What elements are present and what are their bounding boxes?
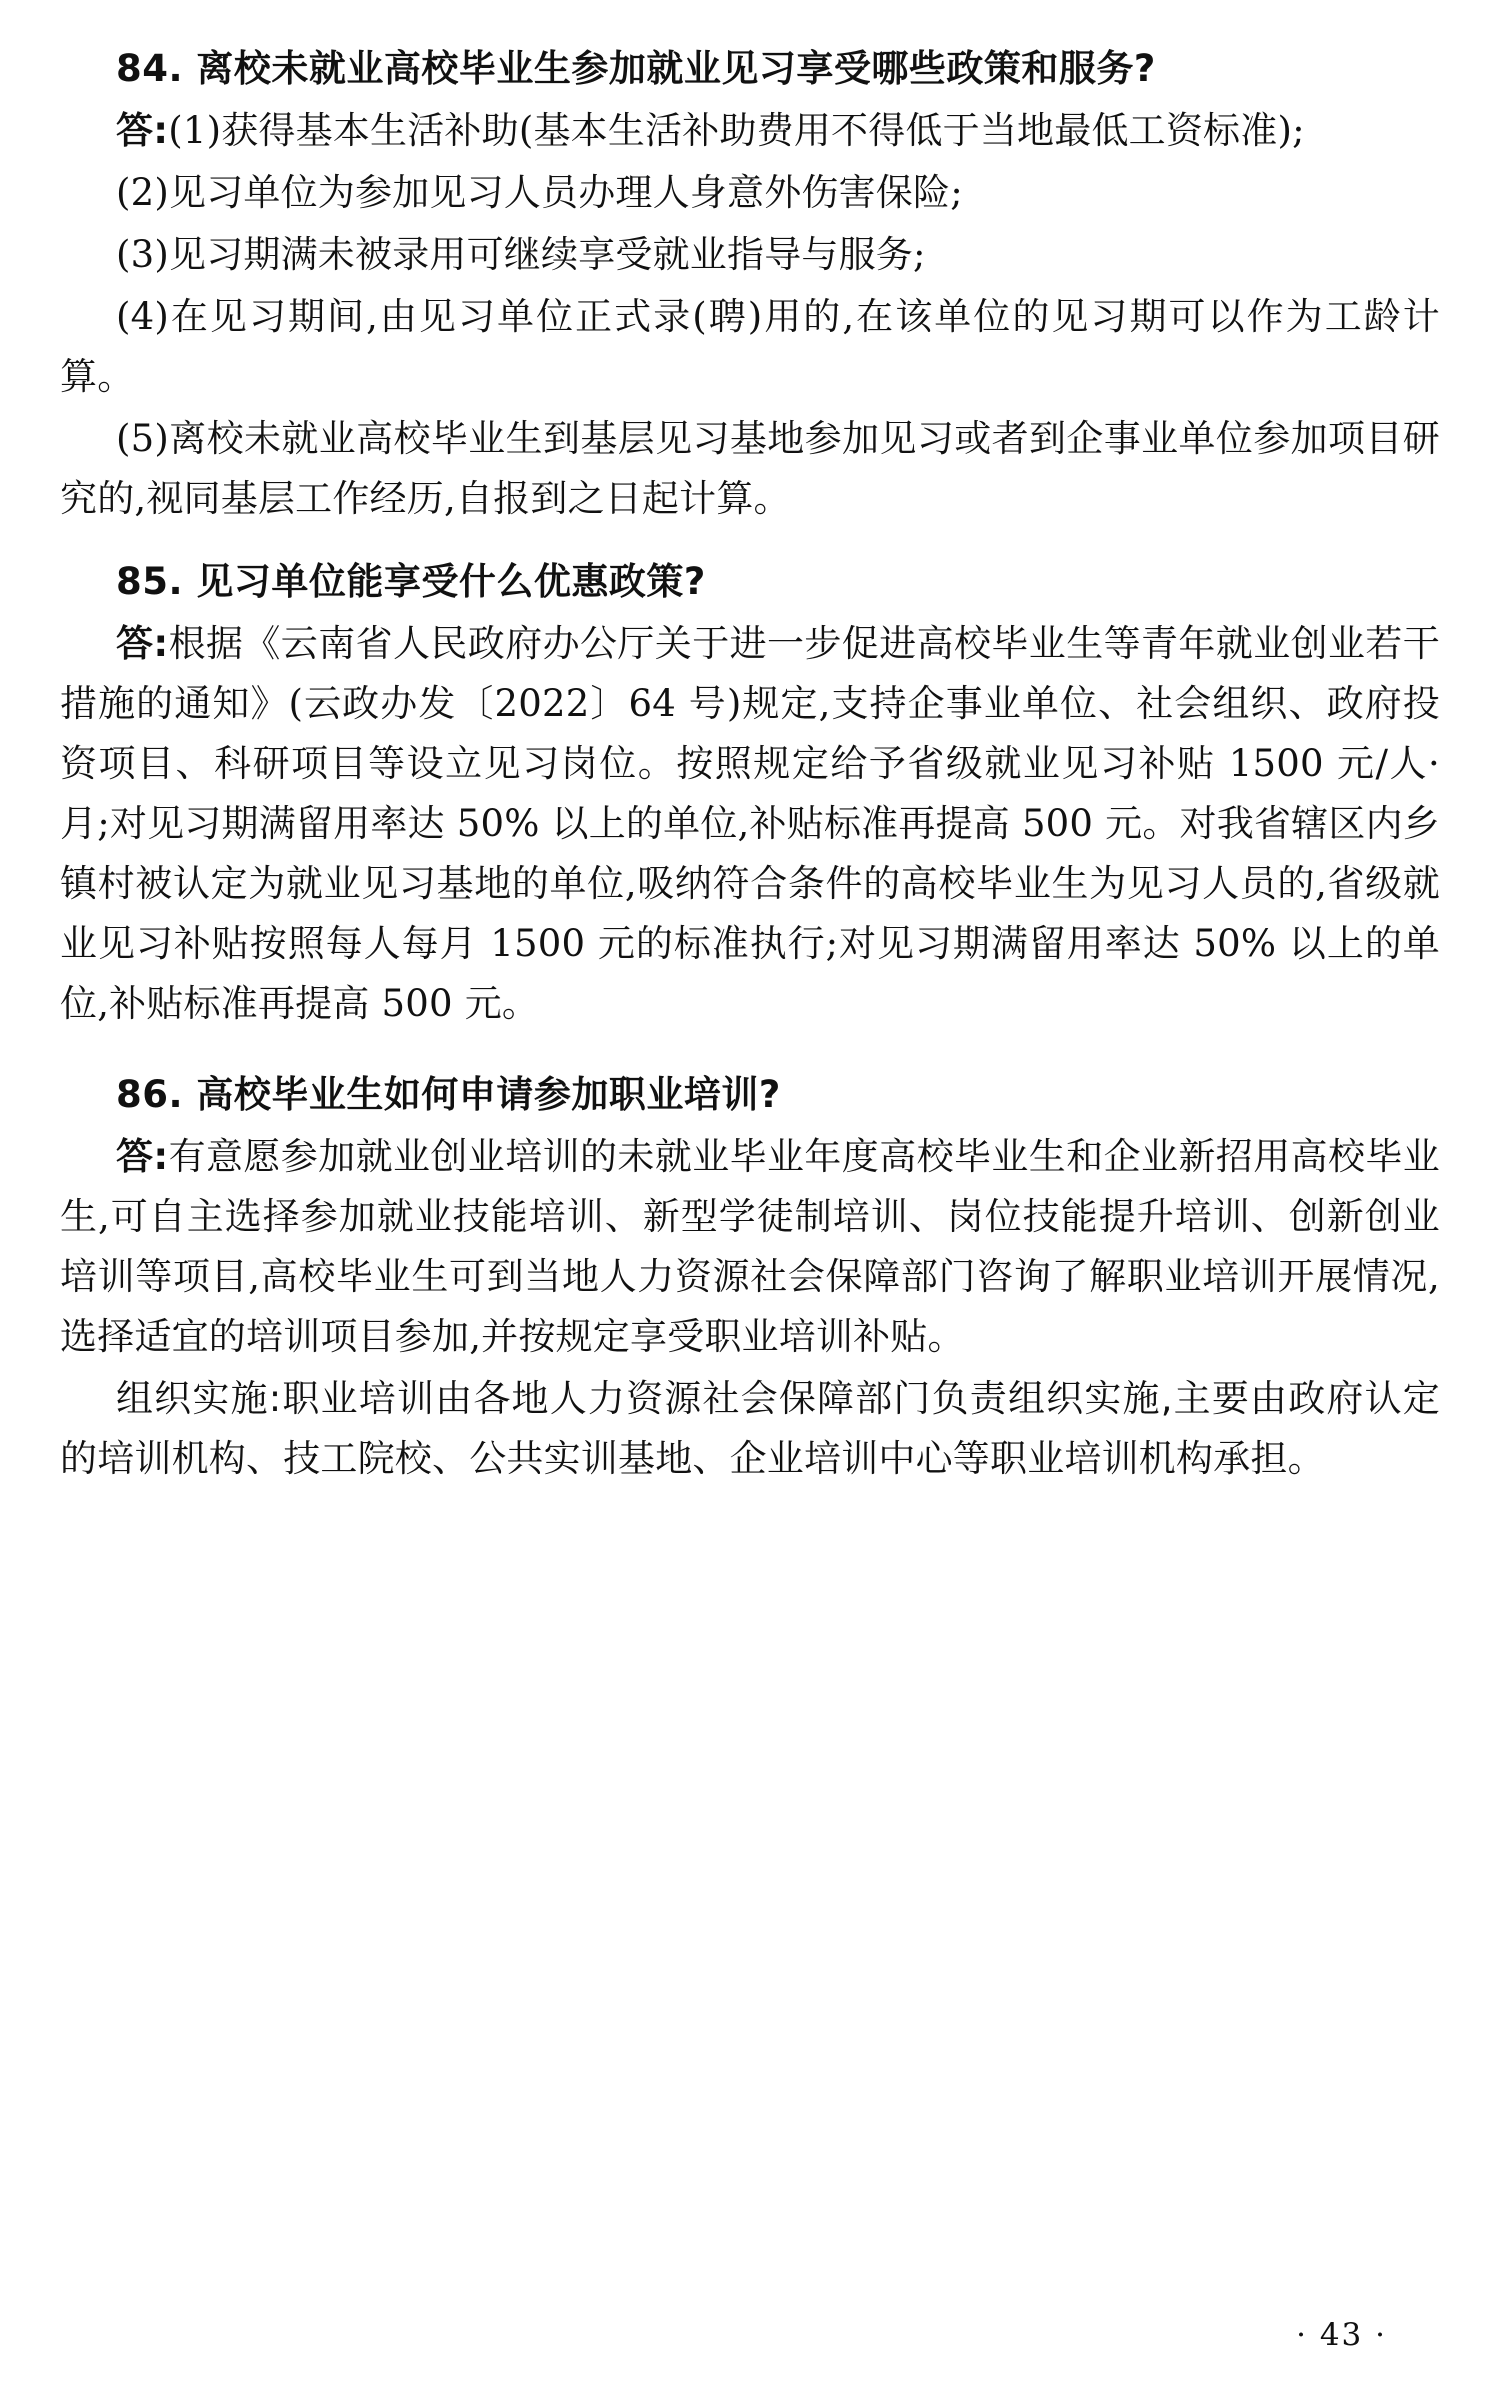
section-heading-q84: 84. 离校未就业高校毕业生参加就业见习享受哪些政策和服务? xyxy=(116,47,1156,90)
paragraph-q86-1 xyxy=(60,1127,1440,1367)
paragraph-lead: 组织实施: xyxy=(116,1376,282,1420)
paragraph-text: (1)获得基本生活补助(基本生活补助费用不得低于当地最低工资标准); xyxy=(168,109,1305,153)
paragraph-text: (5)离校未就业高校毕业生到基层见习基地参加见习或者到企事业单位参加项目研究的,视同基层工作经历,自报到之日起计算。 xyxy=(60,417,1440,520)
paragraph-text: 根据《云南省人民政府办公厅关于进一步促进高校毕业生等青年就业创业若干措施的通知》(云政办发〔2022〕64 号)规定,支持企事业单位、社会组织、政府投资项目、科研项目等设立见习岗位。按照规定给予省级就业见习补贴 1500 元/人·月;对见习期满留用率达 50% 以上的单位,补贴标准再提高 500 元。对我省辖区内乡镇村被认定为就业见习基地的单位,吸纳符合条件的高校毕业生为见习人员的,省级就业见习补贴按照每人每月 1500 元的标准执行;对见习期满留用率达 50% 以上的单位,补贴标准再提高 500 元。 xyxy=(60,622,1440,1025)
paragraph-q84-1 xyxy=(60,101,1440,161)
spacer xyxy=(60,1036,1440,1066)
spacer xyxy=(60,531,1440,553)
paragraph-q86-2 xyxy=(60,1369,1440,1489)
paragraph-lead: 答: xyxy=(116,622,169,666)
page-content xyxy=(60,40,1440,1489)
paragraph-text: (3)见习期满未被录用可继续享受就业指导与服务; xyxy=(116,233,926,277)
paragraph-text: 职业培训由各地人力资源社会保障部门负责组织实施,主要由政府认定的培训机构、技工院校、公共实训基地、企业培训中心等职业培训机构承担。 xyxy=(60,1376,1440,1480)
paragraph-lead: 答: xyxy=(116,109,169,153)
paragraph-q84-2 xyxy=(60,163,1440,223)
paragraph-text: 有意愿参加就业创业培训的未就业毕业年度高校毕业生和企业新招用高校毕业生,可自主选择参加就业技能培训、新型学徒制培训、岗位技能提升培训、创新创业培训等项目,高校毕业生可到当地人力资源社会保障部门咨询了解职业培训开展情况,选择适宜的培训项目参加,并按规定享受职业培训补贴。 xyxy=(60,1135,1440,1358)
paragraph-q84-3 xyxy=(60,225,1440,285)
page-number: · 43 · xyxy=(1296,2317,1387,2353)
paragraph-q84-5 xyxy=(60,409,1440,529)
section-heading-q86: 86. 高校毕业生如何申请参加职业培训? xyxy=(116,1072,781,1116)
paragraph-q85-1 xyxy=(60,614,1440,1034)
paragraph-q84-4 xyxy=(60,287,1440,407)
paragraph-lead: 答: xyxy=(116,1135,169,1179)
paragraph-text: (4)在见习期间,由见习单位正式录(聘)用的,在该单位的见习期可以作为工龄计算。 xyxy=(60,295,1440,399)
section-heading-q85: 85. 见习单位能享受什么优惠政策? xyxy=(116,559,706,603)
paragraph-text: (2)见习单位为参加见习人员办理人身意外伤害保险; xyxy=(116,171,963,215)
